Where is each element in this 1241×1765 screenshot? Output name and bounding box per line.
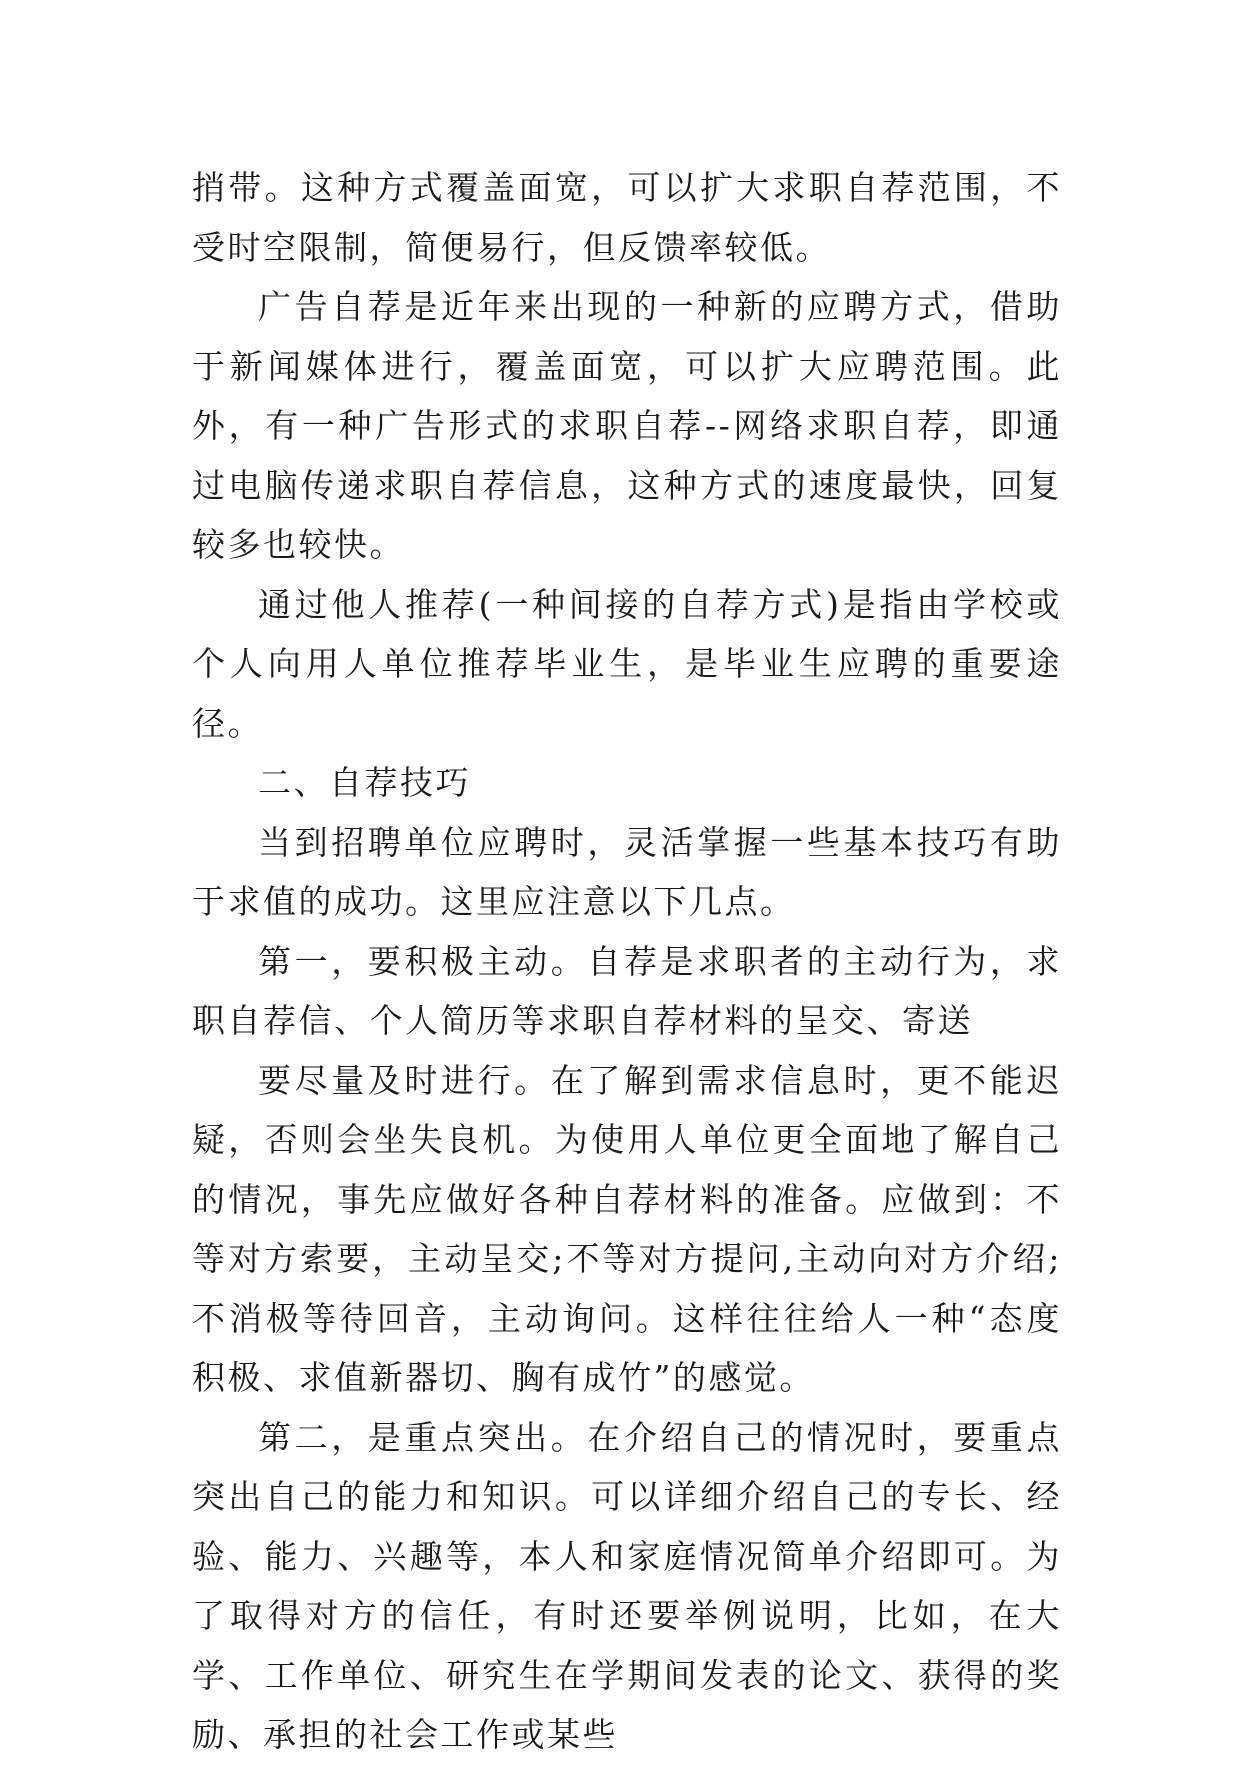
section-heading: 二、自荐技巧 xyxy=(258,763,471,802)
paragraph-1: 捎带。这种方式覆盖面宽，可以扩大求职自荐范围，不受时空限制，简便易行，但反馈率较低。 xyxy=(192,168,1062,267)
paragraph-7: 第二，是重点突出。在介绍自己的情况时，要重点突出自己的能力和知识。可以详细介绍自己的专长、经验、能力、兴趣等，本人和家庭情况简单介绍即可。为了取得对方的信任，有时还要举例说明，比如，在大学、工作单位、研究生在学期间发表的论文、获得的奖励、承担的社会工作或某些 xyxy=(192,1417,1062,1754)
paragraph-4: 当到招聘单位应聘时，灵活掌握一些基本技巧有助于求值的成功。这里应注意以下几点。 xyxy=(192,822,1062,921)
paragraph-2: 广告自荐是近年来出现的一种新的应聘方式，借助于新闻媒体进行，覆盖面宽，可以扩大应聘范围。此外，有一种广告形式的求职自荐--网络求职自荐，即通过电脑传递求职自荐信息，这种方式的速度最快，回复较多也较快。 xyxy=(192,287,1062,564)
paragraph-3: 通过他人推荐(一种间接的自荐方式)是指由学校或个人向用人单位推荐毕业生，是毕业生应聘的重要途径。 xyxy=(192,584,1062,743)
paragraph-5: 第一，要积极主动。自荐是求职者的主动行为，求职自荐信、个人简历等求职自荐材料的呈交、寄送 xyxy=(192,941,1062,1040)
document-body xyxy=(192,158,1062,1765)
paragraph-6: 要尽量及时进行。在了解到需求信息时，更不能迟疑，否则会坐失良机。为使用人单位更全面地了解自己的情况，事先应做好各种自荐材料的准备。应做到：不等对方索要，主动呈交;不等对方提问,主动向对方介绍;不消极等待回音，主动询问。这样往往给人一种“态度积极、求值新器切、胸有成竹”的感觉。 xyxy=(192,1060,1062,1397)
